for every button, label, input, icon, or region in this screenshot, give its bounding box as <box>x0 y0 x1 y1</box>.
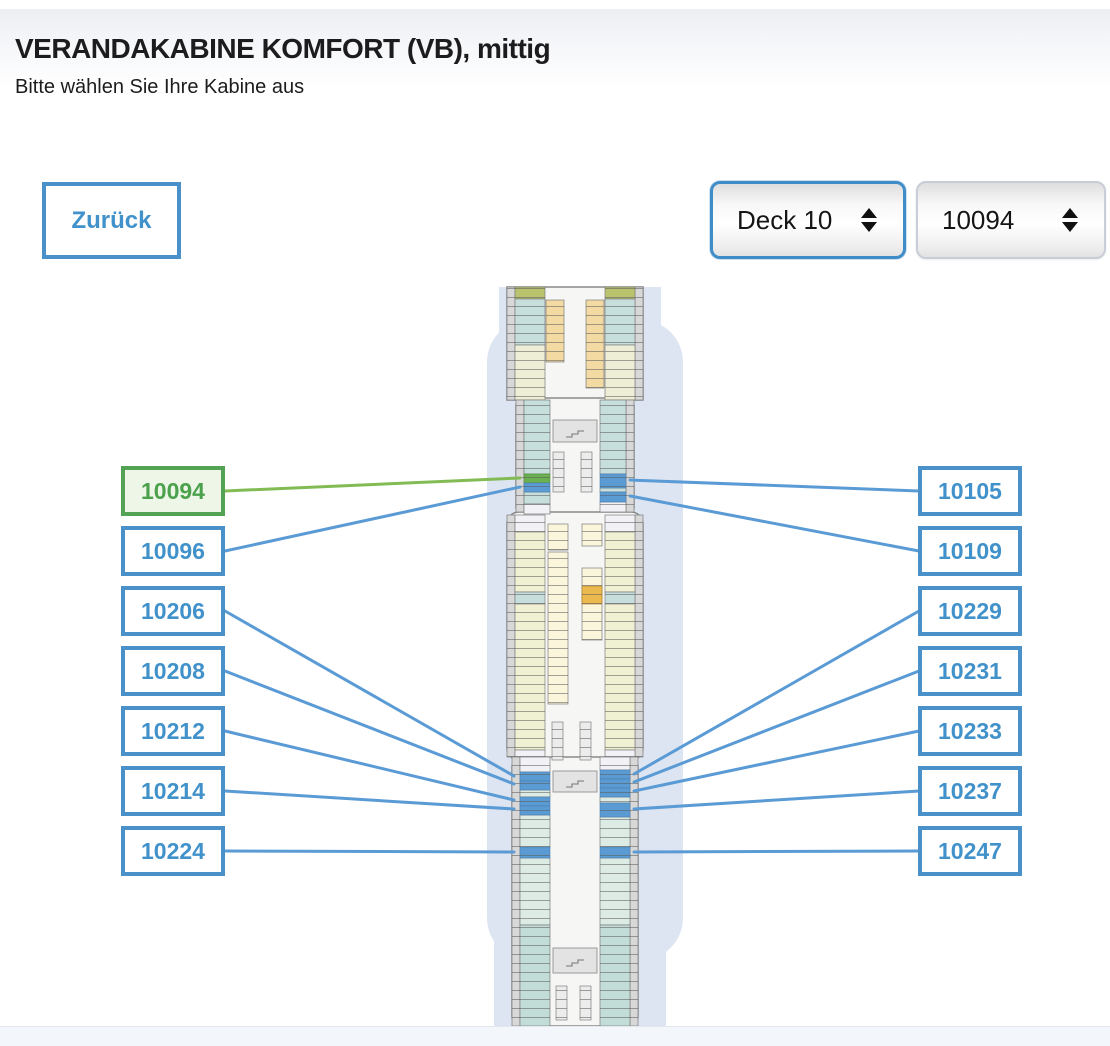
cabin-label-10229[interactable]: 10229 <box>918 586 1022 636</box>
cabin-label-10237[interactable]: 10237 <box>918 766 1022 816</box>
select-arrows-icon <box>859 208 879 232</box>
connector-line-10094 <box>225 478 520 491</box>
cabin-label-10206[interactable]: 10206 <box>121 586 225 636</box>
connector-line-10247 <box>634 851 919 852</box>
cabin-label-10247[interactable]: 10247 <box>918 826 1022 876</box>
page-subtitle: Bitte wählen Sie Ihre Kabine aus <box>15 76 305 98</box>
cabin-label-10096[interactable]: 10096 <box>121 526 225 576</box>
select-arrows-icon <box>1060 208 1080 232</box>
cabin-label-10109[interactable]: 10109 <box>918 526 1022 576</box>
cabin-label-10094[interactable]: 10094 <box>121 466 225 516</box>
deck-select-value: Deck 10 <box>737 204 833 235</box>
connector-line-10208 <box>225 671 514 784</box>
cabin-label-10208[interactable]: 10208 <box>121 646 225 696</box>
deck-select[interactable] <box>710 181 906 259</box>
cabin-label-10224[interactable]: 10224 <box>121 826 225 876</box>
page-title: VERANDAKABINE KOMFORT (VB), mittig <box>15 33 551 64</box>
connector-line-10206 <box>225 611 514 776</box>
cabin-select-value: 10094 <box>942 204 1015 235</box>
back-button[interactable] <box>42 182 181 259</box>
connector-line-10096 <box>225 487 520 551</box>
footer-strip <box>0 1026 1110 1046</box>
cabin-select[interactable] <box>916 181 1106 259</box>
cabin-label-10212[interactable]: 10212 <box>121 706 225 756</box>
cabin-label-10214[interactable]: 10214 <box>121 766 225 816</box>
connector-line-10224 <box>225 851 514 852</box>
connector-line-10214 <box>225 791 514 809</box>
cabin-label-10233[interactable]: 10233 <box>918 706 1022 756</box>
cabin-label-10105[interactable]: 10105 <box>918 466 1022 516</box>
back-button-label: Zurück <box>71 206 152 234</box>
cabin-label-10231[interactable]: 10231 <box>918 646 1022 696</box>
